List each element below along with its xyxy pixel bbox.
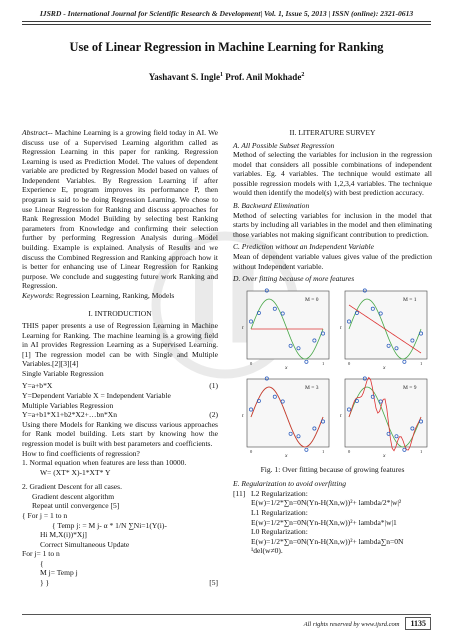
data-point: [403, 448, 406, 451]
y-axis-label: t: [340, 324, 342, 331]
footer-text: All rights reserved by www.ijsrd.com: [303, 621, 400, 628]
data-point: [305, 448, 308, 451]
panel-label: M = 0: [305, 296, 319, 303]
x-axis-label: x: [285, 364, 288, 371]
tick-label: 0: [348, 448, 351, 454]
subsection-heading: A. All Possible Subset Regression: [233, 140, 335, 150]
y-axis-label: t: [242, 324, 244, 331]
tick-label: 1: [322, 448, 325, 454]
x-axis-label: x: [383, 452, 386, 459]
data-point: [305, 360, 308, 363]
tick-label: 1: [420, 360, 423, 366]
abstract: Abstract-- Machine Learning is a growing field today in AI. We discuss use of a Supervised Learning algorithm called as Regression Learning in this paper for ranking. Regression Learning is used as Prediction Model. The values of dependent variable are predicted by Regression Model based on values of Independent Variables. By Regression Learning if after Experience E, program improves its performance P, then program is said to be doing Regression Learning. We chose to use Linear Regression for Ranking and discuss approaches for Rank Regression Model Building by selecting best Ranking parameters from Knowledge and confirming their selection further by performing Regression Analysis during Model building. Example is explained. Analysis of Results and we discuss the Combined Regression and Ranking approach how it is better for enhancing use of Linear Regression for Ranking purpose. We conclude and suggesting future work Ranking and Regression.: [22, 128, 218, 291]
subsection-heading: E. Regularization to avoid overfitting: [233, 479, 346, 489]
section-heading-literature: II. LITERATURE SURVEY: [289, 128, 376, 137]
equation-2: Y=a+b1*X1+b2*X2+…bn*Xn (2): [22, 410, 218, 420]
panel-label: M = 9: [403, 384, 417, 391]
x-axis-label: x: [383, 364, 386, 371]
overfitting-plots: [233, 287, 432, 463]
normal-equation: W= (XT* X)-1*XT* Y: [40, 467, 111, 477]
section-heading-introduction: I. INTRODUCTION: [88, 309, 152, 319]
figure-caption: Fig. 1: Over fitting because of growing features: [260, 464, 405, 474]
journal-header: IJSRD - International Journal for Scientific Research & Development| Vol. 1, Issue 5, 2013 | ISSN (online): 2321-0613: [39, 9, 414, 18]
subsection-heading: C. Prediction without an Independent Variable: [233, 242, 374, 252]
author-2: Prof. Anil Mokhade: [222, 72, 302, 82]
equation-1: Y=a+b*X (1): [22, 381, 218, 391]
overfitting-figure: [233, 287, 432, 463]
header-rule: [22, 21, 431, 22]
intro-paragraph: THIS paper presents a use of Regression Learning in Machine Learning for Ranking. The machine learning is a growing field in AI provides Regression Learning as a Supervised Learning.[1] The regression model can be with Single and Multiple Variables.[2][3][4]: [22, 320, 218, 369]
footer-rule: [22, 614, 431, 615]
tick-label: 0: [348, 360, 351, 366]
authors: Yashavant S. Ingle$^1$ Prof. Anil Mokhade$^2$: [148, 72, 305, 82]
panel-label: M = 1: [403, 296, 417, 303]
y-axis-label: t: [340, 412, 342, 419]
l0-formula: E(w)=1/2*∑n=0N(Yn-H(Xn,w))²+ lambda∑n=0N: [251, 536, 404, 546]
x-axis-label: x: [285, 452, 288, 459]
header-rule: [22, 24, 431, 25]
tick-label: 0: [250, 360, 253, 366]
left-column: Abstract-- Machine Learning is a growing field today in AI. We discuss use of a Supervised Learning algorithm called as Regression Learning in this paper for ranking. Regression Learning is used as Prediction Model. The values of dependent variable are predicted by Regression Model based on values of Independent Variables. By Regression Learning if after Experience E, program improves its performance P, then program is said to be doing Regression Learning. We chose to use Linear Regression for Ranking and discuss approaches for Rank Regression Model Building by selecting best Ranking parameters from Knowledge and confirming their selection further by performing Regression Analysis during Model building. Example is explained. Analysis of Results and we discuss the Combined Regression and Ranking approach how it is better for enhancing use of Linear Regression for Ranking purpose. We conclude and suggesting future work Ranking and Regression. Keywords: Regression Learning, Ranking, Models I. INTRODUCTION THIS paper presents a use of Regression Learning in Machine Learning for Ranking. The machine learning is a growing field in AI provides Regression Learning as a Supervised Learning.[1] The regression model can be with Single and Multiple Variables.[2][3][4] Single Variable Regression Y=a+b*X (1) Y=Dependent Variable X = Independent Variable Multiple Variables Regression Y=a+b1*X1+b2*X2+…bn*Xn (2) Using there Models for Ranking we discuss various approaches for Rank model building. Lets start by knowing how the regression model is built with best parameters and coefficients. How to find coefficients of regression? 1. Normal equation when features are less than 10000. W= (XT* X)-1*XT* Y 2. Gradient Descent for all cases. Gradient descent algorithm Repeat until convergence [5] { For j = 1 to n { Temp j: = M j- α * 1/N ∑Ni=1(Y(i)- Hi M,X(i))*Xj] Correct Simultaneous Update For j= 1 to n { M j= Temp j } } [5]: [22, 128, 218, 588]
citation: [11]: [233, 488, 246, 498]
subsection-heading: D. Over fitting because of more features: [233, 274, 355, 284]
l1-formula: E(w)=1/2*∑n=0N(Yn-H(Xn,w))²+ lambda*|w|1: [251, 517, 397, 527]
panel-label: M = 3: [305, 384, 319, 391]
data-point: [403, 360, 406, 363]
tick-label: 1: [420, 448, 423, 454]
tick-label: 0: [250, 448, 253, 454]
page-number: 1135: [405, 617, 431, 630]
tick-label: 1: [322, 360, 325, 366]
subsection-heading: B. Backward Elimination: [233, 201, 310, 211]
paper-title: Use of Linear Regression in Machine Learning for Ranking: [69, 40, 384, 54]
intro-paragraph: Using there Models for Ranking we discuss various approaches for Rank model building. Lets start by knowing how the regression model is built with best parameters and coefficients.: [22, 419, 218, 448]
y-axis-label: t: [242, 412, 244, 419]
author-1: Yashavant S. Ingle: [148, 72, 220, 82]
keywords: Keywords: Regression Learning, Ranking, Models: [22, 290, 175, 300]
right-column: II. LITERATURE SURVEY A. All Possible Subset Regression Method of selecting the variables for inclusion in the regression model that considers all possible combinations of independent variables. Eg. 4 variables. The technique would estimate all possible regression models with 1,2,3,4 variables. The technique would then identify the model(s) with best prediction accuracy. B. Backward Elimination Method of selecting variables for inclusion in the model that starts by including all variables in the model and then eliminating those variables not making significant contribution to prediction. C. Prediction without an Independent Variable Mean of dependent variable values gives value of the prediction without Independent variable. D. Over fitting because of more features M = 0 t x 0 1 M = 1 t x 0 1 M = 3 t x 0 1 M = 9 t x 0 1 Fig. 1: Over fitting because of growing features E. Regularization to avoid overfitting [11] L2 Regularization: E(w)=1/2*∑n=0N(Yn-H(Xn,w))²+ lambda/2*|w|² L1 Regularization: E(w)=1/2*∑n=0N(Yn-H(Xn,w))²+ lambda*|w|1 L0 Regularization: E(w)=1/2*∑n=0N(Yn-H(Xn,w))²+ lambda∑n=0N ¹del(w≠0).: [233, 128, 432, 556]
footer: [304, 617, 431, 630]
l2-formula: E(w)=1/2*∑n=0N(Yn-H(Xn,w))²+ lambda/2*|w|²: [251, 498, 402, 508]
